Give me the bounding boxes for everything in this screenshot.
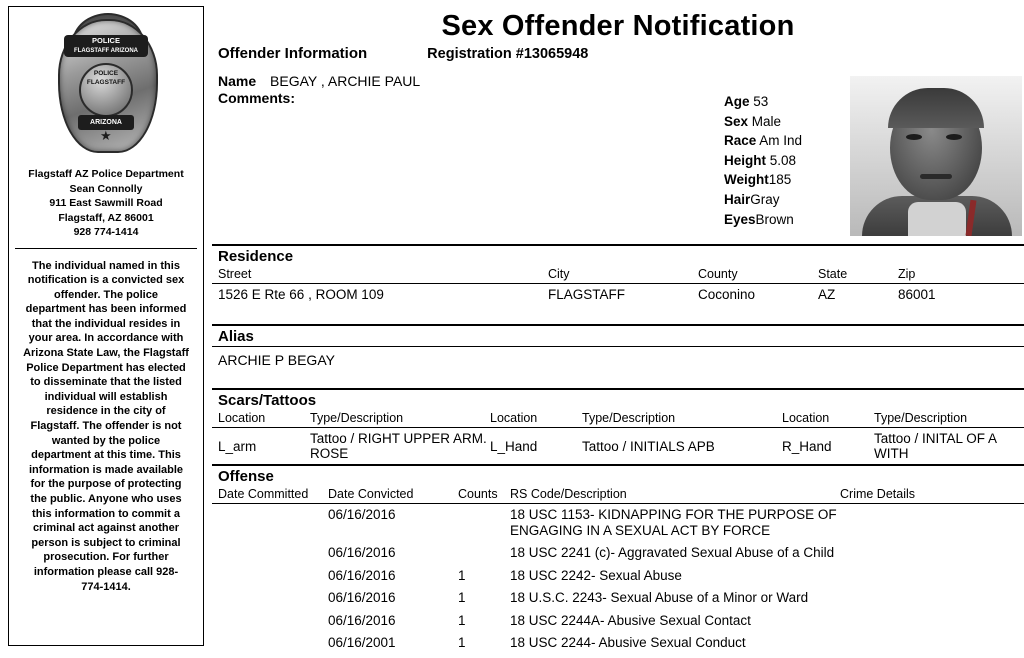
agency-city-state-zip: Flagstaff, AZ 86001 [58, 211, 154, 224]
badge-star-icon: ★ [100, 128, 112, 143]
scars-type-2: Tattoo / INITIALS APB [582, 438, 715, 454]
offense-details [840, 504, 1024, 543]
offense-col-date-convicted: Date Convicted [328, 487, 414, 501]
hair-label: Hair [724, 191, 751, 207]
page-title: Sex Offender Notification [441, 10, 795, 42]
age-value: 53 [753, 94, 769, 109]
hair-value: Gray [750, 191, 780, 207]
offense-counts [458, 504, 510, 543]
scars-location-1: L_arm [218, 438, 257, 454]
offense-heading: Offense [218, 468, 274, 485]
offender-info-heading: Offender Information [218, 45, 368, 62]
residence-col-county: County [698, 267, 738, 281]
offense-convicted: 06/16/2016 [328, 507, 396, 522]
scars-col-location-2: Location [490, 411, 538, 425]
comments-label: Comments: [218, 90, 296, 106]
scars-tattoos-heading: Scars/Tattoos [218, 392, 317, 409]
scars-col-type-3: Type/Description [874, 411, 968, 425]
offense-code: 18 USC 1153- KIDNAPPING FOR THE PURPOSE OF ENGAGING IN A SEXUAL ACT BY FORCE [510, 507, 837, 538]
offense-counts: 1 [458, 635, 466, 650]
offense-committed [212, 610, 328, 633]
badge-ribbon-text: FLAGSTAFF ARIZONA [74, 48, 138, 54]
offense-section [212, 458, 1024, 655]
eyes-value: Brown [755, 211, 794, 227]
offense-details [840, 632, 1024, 655]
table-row [212, 610, 1024, 633]
scars-col-type-1: Type/Description [310, 411, 404, 425]
offense-convicted: 06/16/2016 [328, 567, 396, 583]
offense-code: 18 USC 2241 (c)- Aggravated Sexual Abuse of a Child [510, 545, 835, 560]
badge-police-text: POLICE [92, 36, 120, 45]
scars-tattoos-table [212, 410, 1024, 465]
race-value: Am Ind [759, 133, 803, 149]
height-label: Height [724, 152, 766, 168]
offense-code: 18 USC 2244A- Abusive Sexual Contact [510, 612, 751, 628]
public-notice-text: The individual named in this notification is a convicted sex offender. The police department has been informed that the individual resides in your area. In accordance with Arizona State Law, the Flagstaff Police Department has elected to disseminate that the listed individual will establish residence in the city of Flagstaff. The offender is not wanted by the police department at this time. This information is made available for the purpose of protecting the public. Anyone who uses this information to commit a criminal act against another person is subject to criminal prosecution. For further information please call 928-774-1414. [23, 259, 189, 593]
offense-committed [212, 542, 328, 565]
offense-committed [212, 587, 328, 610]
offense-counts: 1 [458, 590, 466, 605]
race-label: Race [724, 133, 757, 149]
residence-county: Coconino [698, 287, 756, 302]
eyes-label: Eyes [724, 211, 756, 227]
scars-col-type-2: Type/Description [582, 411, 676, 425]
table-row [212, 587, 1024, 610]
table-row [212, 284, 1024, 307]
age-label: Age [724, 94, 750, 109]
offense-code: 18 USC 2242- Sexual Abuse [510, 567, 682, 583]
residence-col-zip: Zip [898, 267, 916, 281]
offense-convicted: 06/16/2016 [328, 612, 396, 628]
offense-col-counts: Counts [458, 487, 498, 501]
offense-table [212, 486, 1024, 655]
offense-counts: 1 [458, 612, 466, 628]
agency-contact-block [9, 163, 203, 246]
agency-chief: Sean Connolly [69, 182, 143, 195]
residence-state: AZ [818, 287, 836, 302]
scars-type-3: Tattoo / INITAL OF A WITH [874, 431, 997, 461]
weight-value: 185 [768, 172, 792, 188]
offense-details [840, 565, 1024, 588]
sex-label: Sex [724, 113, 749, 129]
residence-col-city: City [548, 267, 570, 281]
offense-committed [212, 632, 328, 655]
vitals-list [724, 92, 802, 229]
agency-name: Flagstaff AZ Police Department [28, 168, 184, 180]
residence-heading: Residence [218, 248, 294, 265]
offense-col-date-committed: Date Committed [218, 487, 309, 501]
registration-number: Registration #13065948 [427, 46, 589, 62]
offense-convicted: 06/16/2001 [328, 635, 396, 650]
residence-street: 1526 E Rte 66 , ROOM 109 [218, 287, 384, 302]
agency-address: 911 East Sawmill Road [49, 197, 163, 209]
table-row [212, 504, 1024, 543]
height-value: 5.08 [769, 152, 797, 168]
residence-zip: 86001 [898, 287, 936, 302]
name-label: Name [218, 73, 257, 89]
offense-details [840, 542, 1024, 565]
offense-col-crime-details: Crime Details [840, 487, 916, 501]
residence-col-state: State [818, 267, 848, 281]
offense-counts [458, 542, 510, 565]
agency-sidebar [8, 6, 204, 646]
badge-state-text: ARIZONA [78, 115, 134, 130]
residence-header-row [212, 266, 1024, 284]
main-content [212, 0, 1024, 658]
alias-section [212, 318, 1024, 373]
table-row [212, 565, 1024, 588]
sex-value: Male [751, 113, 782, 129]
weight-label: Weight [724, 172, 769, 188]
table-row [212, 542, 1024, 565]
offense-convicted: 06/16/2016 [328, 590, 396, 605]
offense-convicted: 06/16/2016 [328, 545, 396, 560]
offense-col-code: RS Code/Description [510, 487, 627, 501]
residence-section [212, 238, 1024, 306]
offender-info-header [212, 43, 1024, 63]
offense-header-row [212, 486, 1024, 504]
table-row [212, 632, 1024, 655]
scars-location-3: R_Hand [782, 438, 832, 454]
badge-top-text [64, 35, 148, 57]
offense-details [840, 610, 1024, 633]
police-badge [9, 7, 203, 163]
residence-city: FLAGSTAFF [548, 287, 626, 302]
residence-col-street: Street [218, 267, 252, 281]
scars-col-location-1: Location [218, 411, 266, 425]
offender-photo [850, 76, 1022, 236]
alias-value: ARCHIE P BEGAY [218, 352, 335, 368]
scars-location-2: L_Hand [490, 438, 538, 454]
offense-committed [212, 565, 328, 588]
offense-committed [212, 504, 328, 543]
name-value: BEGAY , ARCHIE PAUL [270, 73, 421, 89]
offense-code: 18 USC 2244- Abusive Sexual Conduct [510, 635, 746, 650]
scars-tattoos-section [212, 382, 1024, 465]
agency-phone: 928 774-1414 [73, 226, 139, 238]
alias-heading: Alias [218, 328, 254, 345]
offense-code: 18 U.S.C. 2243- Sexual Abuse of a Minor or Ward [510, 590, 809, 605]
offense-details [840, 587, 1024, 610]
residence-table [212, 266, 1024, 306]
scars-type-1: Tattoo / RIGHT UPPER ARM. ROSE [310, 431, 487, 461]
scars-col-location-3: Location [782, 411, 830, 425]
scars-header-row [212, 410, 1024, 428]
badge-inner-seal: POLICE FLAGSTAFF [79, 63, 133, 117]
offense-counts: 1 [458, 567, 466, 583]
